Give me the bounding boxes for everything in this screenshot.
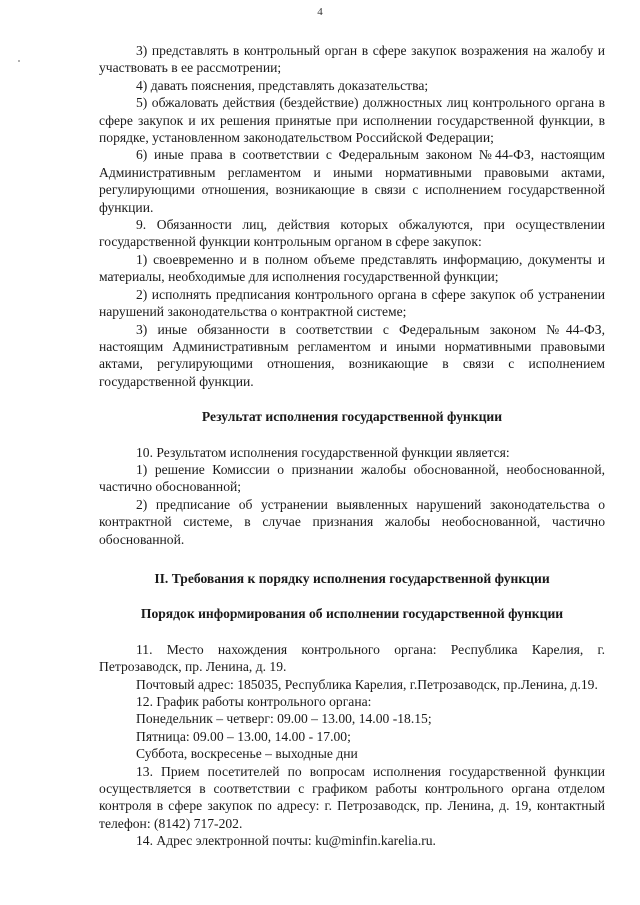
paragraph: 6) иные права в соответствии с Федеральным законом №44-ФЗ, настоящим Административным регламентом и иными нормативными правовыми актами, регулирующими отношения, возникающие в связи с исполнением государственной функции. — [99, 147, 605, 215]
section-heading-result: Результат исполнения государственной функции — [201, 409, 503, 425]
paragraph: 5) обжаловать действия (бездействие) должностных лиц контрольного органа в сфере закупок и их решения принятые при исполнении государственной функции, в порядке, установленном законодательством Российской Федерации; — [99, 95, 605, 146]
paragraph: 2) исполнять предписания контрольного органа в сфере закупок об устранении нарушений законодательства о контрактной системе; — [99, 286, 605, 320]
scan-speck — [18, 60, 20, 62]
page-number: 4 — [317, 6, 323, 18]
paragraph: 10. Результатом исполнения государственной функции является: — [136, 444, 510, 460]
paragraph: 1) решение Комиссии о признании жалобы обоснованной, необоснованной, частично обоснованной; — [99, 461, 605, 495]
paragraph: 14. Адрес электронной почты: ku@minfin.karelia.ru. — [136, 833, 436, 849]
paragraph: Пятница: 09.00 – 13.00, 14.00 - 17.00; — [136, 728, 351, 744]
section-heading-informing: Порядок информирования об исполнении государственной функции — [140, 606, 564, 622]
paragraph: 11. Место нахождения контрольного органа: Республика Карелия, г. Петрозаводск, пр. Ленина, д. 19. — [99, 641, 605, 675]
paragraph: 2) предписание об устранении выявленных нарушений законодательства о контрактной системе, в случае признания жалобы необоснованной, частично обоснованной. — [99, 496, 605, 547]
document-body — [99, 42, 605, 850]
paragraph: Понедельник – четверг: 09.00 – 13.00, 14.00 -18.15; — [136, 711, 432, 727]
paragraph: 3) представлять в контрольный орган в сфере закупок возражения на жалобу и участвовать в ее рассмотрении; — [99, 43, 605, 76]
paragraph: Суббота, воскресенье – выходные дни — [136, 746, 358, 762]
paragraph: 3) иные обязанности в соответствии с Федеральным законом №44-ФЗ, настоящим Административным регламентом и иными нормативными правовыми актами, регулирующими отношения, возникающие в связи с исполнением государственной функции. — [99, 321, 605, 389]
section-heading-requirements: II. Требования к порядку исполнения государственной функции — [154, 570, 550, 586]
paragraph: 1) своевременно и в полном объеме представлять информацию, документы и материалы, необходимые для исполнения государственной функции; — [99, 251, 605, 285]
paragraph: 13. Прием посетителей по вопросам исполнения государственной функции осуществляется в соответствии с графиком работы контрольного органа отделом контроля в сфере закупок по адресу: г. Петрозаводск, пр. Ленина, д. 19, контактный телефон: (8142) 717-202. — [99, 763, 605, 831]
paragraph: 9. Обязанности лиц, действия которых обжалуются, при осуществлении государственной функции контрольным органом в сфере закупок: — [99, 217, 605, 250]
paragraph: Почтовый адрес: 185035, Республика Карелия, г.Петрозаводск, пр.Ленина, д.19. — [136, 676, 598, 692]
paragraph: 4) давать пояснения, представлять доказательства; — [136, 77, 429, 93]
paragraph: 12. График работы контрольного органа: — [136, 694, 372, 709]
